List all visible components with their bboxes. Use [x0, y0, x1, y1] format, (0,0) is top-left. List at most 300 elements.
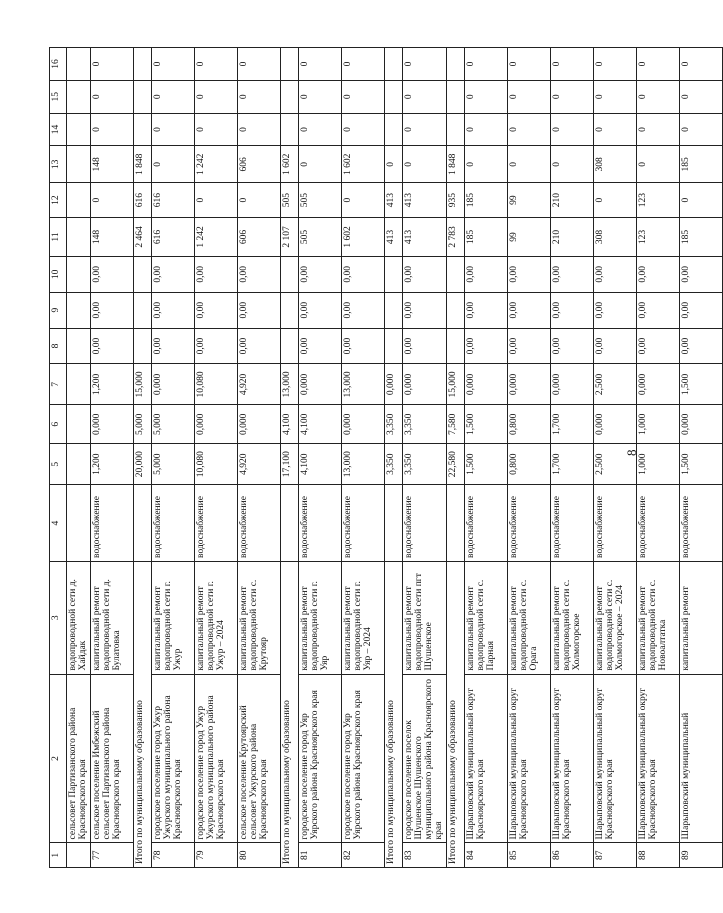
cell-v14: 0 — [237, 113, 280, 146]
cell-v16 — [446, 48, 464, 81]
cell-v14 — [446, 113, 464, 146]
cell-v12: 123 — [636, 183, 679, 218]
cell-v6: 0,000 — [237, 405, 280, 444]
table-row — [341, 48, 384, 868]
cell-v13: 308 — [593, 146, 636, 183]
cell-v8: 0,00 — [298, 328, 341, 364]
cell-v8: 0,00 — [341, 328, 384, 364]
cell-v15: 0 — [90, 80, 133, 113]
cell-v5: 20,000 — [133, 444, 151, 485]
cell-v5: 4,920 — [237, 444, 280, 485]
cell-kind: водоснабжение — [90, 485, 133, 562]
cell-v16: 0 — [151, 48, 194, 81]
cell-v12: 0 — [90, 183, 133, 218]
cell-v13: 0 — [507, 146, 550, 183]
cell-v5: 1,200 — [90, 444, 133, 485]
cell-work: капитальный ремонт водопроводной сети с. Холмогорское — [550, 561, 593, 674]
cell-v13: 0 — [464, 146, 507, 183]
cell-v16: 0 — [636, 48, 679, 81]
cell-v9: 0,00 — [194, 292, 237, 328]
cell-v7 — [67, 364, 91, 405]
cell-v8: 0,00 — [151, 328, 194, 364]
cell-kind: водоснабжение — [402, 485, 446, 562]
cell-v12: 0 — [341, 183, 384, 218]
cell-work: капитальный ремонт водопроводной сети с. Холмогорское – 2024 — [593, 561, 636, 674]
cell-v11: 123 — [636, 218, 679, 257]
cell-v16: 0 — [298, 48, 341, 81]
cell-v12 — [67, 183, 91, 218]
cell-kind: водоснабжение — [507, 485, 550, 562]
cell-v9: 0,00 — [593, 292, 636, 328]
cell-v16: 0 — [464, 48, 507, 81]
cell-v9: 0,00 — [298, 292, 341, 328]
cell-v7: 0,000 — [298, 364, 341, 405]
table-row — [464, 48, 507, 868]
cell-v15: 0 — [402, 80, 446, 113]
column-number-5: 5 — [50, 444, 67, 485]
cell-v9: 0,00 — [151, 292, 194, 328]
cell-v8 — [446, 328, 464, 364]
table-row — [90, 48, 133, 868]
cell-v13: 1 602 — [280, 146, 298, 183]
cell-v12: 0 — [194, 183, 237, 218]
table-row — [298, 48, 341, 868]
total-label: Итого по муниципальному образованию — [280, 561, 298, 867]
cell-v12: 0 — [237, 183, 280, 218]
cell-v9 — [280, 292, 298, 328]
cell-v16: 0 — [550, 48, 593, 81]
cell-v11: 413 — [402, 218, 446, 257]
cell-v9: 0,00 — [636, 292, 679, 328]
cell-work: капитальный ремонт водопроводной сети г. Уяр — [298, 561, 341, 674]
cell-v12: 505 — [280, 183, 298, 218]
cell-v6: 4,100 — [298, 405, 341, 444]
cell-kind — [384, 485, 402, 562]
cell-v16: 0 — [237, 48, 280, 81]
cell-v10: 0,00 — [90, 256, 133, 292]
cell-v6: 3,350 — [384, 405, 402, 444]
cell-name: Шарыповский муниципальный округ Красноярского края — [636, 674, 679, 843]
cell-v10: 0,00 — [194, 256, 237, 292]
cell-v16: 0 — [507, 48, 550, 81]
cell-v15: 0 — [464, 80, 507, 113]
cell-kind: водоснабжение — [341, 485, 384, 562]
cell-v6: 3,350 — [402, 405, 446, 444]
cell-v12: 616 — [133, 183, 151, 218]
cell-kind: водоснабжение — [151, 485, 194, 562]
cell-kind: водоснабжение — [679, 485, 722, 562]
cell-v6: 0,000 — [593, 405, 636, 444]
cell-v10: 0,00 — [636, 256, 679, 292]
cell-v14 — [67, 113, 91, 146]
cell-v15 — [446, 80, 464, 113]
cell-num: 84 — [464, 843, 507, 868]
cell-kind: водоснабжение — [464, 485, 507, 562]
cell-v15: 0 — [341, 80, 384, 113]
cell-v9: 0,00 — [507, 292, 550, 328]
total-row — [446, 48, 464, 868]
cell-kind: водоснабжение — [593, 485, 636, 562]
cell-v13: 0 — [550, 146, 593, 183]
cell-v15: 0 — [679, 80, 722, 113]
cell-v16: 0 — [593, 48, 636, 81]
cell-v11: 210 — [550, 218, 593, 257]
cell-name: городское поселение город Ужур Ужурского муниципального района Красноярского края — [194, 674, 237, 843]
cell-num: 83 — [402, 843, 446, 868]
cell-name: Шарыповский муниципальный округ Красноярского края — [464, 674, 507, 843]
cell-v8: 0,00 — [636, 328, 679, 364]
cell-num: 81 — [298, 843, 341, 868]
cell-v5: 1,500 — [464, 444, 507, 485]
cell-v5 — [67, 444, 91, 485]
cell-v11 — [67, 218, 91, 257]
cell-v8: 0,00 — [507, 328, 550, 364]
cell-name: городское поселение город Ужур Ужурского муниципального района Красноярского края — [151, 674, 194, 843]
cell-kind: водоснабжение — [550, 485, 593, 562]
cell-v15: 0 — [151, 80, 194, 113]
cell-v11: 308 — [593, 218, 636, 257]
cell-v7: 13,000 — [280, 364, 298, 405]
page-number: 8 — [624, 449, 639, 456]
cell-v16 — [133, 48, 151, 81]
cell-v12: 616 — [151, 183, 194, 218]
cell-v5: 17,100 — [280, 444, 298, 485]
cell-v8: 0,00 — [402, 328, 446, 364]
cell-num: 86 — [550, 843, 593, 868]
cell-name: городское поселение поселок Шушенское Шушенского муниципального района Красноярского края — [402, 674, 446, 843]
cell-v13: 606 — [237, 146, 280, 183]
cell-v10 — [133, 256, 151, 292]
cell-v10 — [384, 256, 402, 292]
cell-v7: 4,920 — [237, 364, 280, 405]
cell-v10: 0,00 — [464, 256, 507, 292]
cell-v6: 1,700 — [550, 405, 593, 444]
cell-v10 — [446, 256, 464, 292]
cell-v8: 0,00 — [593, 328, 636, 364]
cell-v14 — [133, 113, 151, 146]
column-number-8: 8 — [50, 328, 67, 364]
cell-v11: 99 — [507, 218, 550, 257]
cell-v14: 0 — [507, 113, 550, 146]
cell-v12: 935 — [446, 183, 464, 218]
column-number-13: 13 — [50, 146, 67, 183]
cell-v11: 1 602 — [341, 218, 384, 257]
register-table — [49, 47, 723, 868]
cell-v13: 0 — [636, 146, 679, 183]
cell-kind: водоснабжение — [298, 485, 341, 562]
cell-v7: 0,000 — [507, 364, 550, 405]
cell-num: 87 — [593, 843, 636, 868]
cell-num: 77 — [90, 843, 133, 868]
cell-v5: 3,350 — [402, 444, 446, 485]
cell-v14: 0 — [636, 113, 679, 146]
cell-v14: 0 — [151, 113, 194, 146]
cell-v11: 606 — [237, 218, 280, 257]
column-number-14: 14 — [50, 113, 67, 146]
cell-v16: 0 — [679, 48, 722, 81]
cell-num: 80 — [237, 843, 280, 868]
cell-v11: 2 783 — [446, 218, 464, 257]
cell-v12: 413 — [384, 183, 402, 218]
table-row — [402, 48, 446, 868]
cell-v15 — [133, 80, 151, 113]
cell-v11: 1 242 — [194, 218, 237, 257]
column-number-15: 15 — [50, 80, 67, 113]
cell-v9 — [446, 292, 464, 328]
cell-v9 — [67, 292, 91, 328]
cell-v15 — [384, 80, 402, 113]
cell-v9: 0,00 — [464, 292, 507, 328]
cell-v15: 0 — [194, 80, 237, 113]
cell-work: капитальный ремонт водопроводной сети с. Крутояр — [237, 561, 280, 674]
cell-num: 79 — [194, 843, 237, 868]
cell-v15: 0 — [550, 80, 593, 113]
cell-work: капитальный ремонт — [679, 561, 722, 674]
table-row — [679, 48, 722, 868]
cell-v7: 15,000 — [133, 364, 151, 405]
cell-v16 — [67, 48, 91, 81]
column-number-2: 2 — [50, 674, 67, 843]
cell-work: капитальный ремонт водопроводной сети г. Уяр – 2024 — [341, 561, 384, 674]
cell-v14: 0 — [550, 113, 593, 146]
cell-v13: 1 602 — [341, 146, 384, 183]
cell-name: Шарыповский муниципальный округ Красноярского края — [507, 674, 550, 843]
cell-v10: 0,00 — [679, 256, 722, 292]
column-number-1: 1 — [50, 843, 67, 868]
cell-v9: 0,00 — [90, 292, 133, 328]
column-number-6: 6 — [50, 405, 67, 444]
cell-v5: 4,100 — [298, 444, 341, 485]
cell-v14: 0 — [194, 113, 237, 146]
cell-v9 — [384, 292, 402, 328]
cell-v15: 0 — [237, 80, 280, 113]
cell-v6 — [67, 405, 91, 444]
cell-v16: 0 — [341, 48, 384, 81]
cell-name: сельское поселение Крутоярский сельсовет Ужурского района Красноярского края — [237, 674, 280, 843]
cell-name: сельское поселение Имбежский сельсовет Партизанского района Красноярского края — [90, 674, 133, 843]
column-number-11: 11 — [50, 218, 67, 257]
cell-v13: 0 — [384, 146, 402, 183]
cell-v16: 0 — [194, 48, 237, 81]
cell-v13: 1 242 — [194, 146, 237, 183]
cell-v13: 0 — [402, 146, 446, 183]
cell-v11: 185 — [679, 218, 722, 257]
cell-num: 82 — [341, 843, 384, 868]
cell-v6: 7,580 — [446, 405, 464, 444]
cell-v6: 0,000 — [341, 405, 384, 444]
table-row — [237, 48, 280, 868]
cell-v7: 0,000 — [550, 364, 593, 405]
cell-name: Шарыповский муниципальный округ Красноярского края — [550, 674, 593, 843]
cell-v15 — [67, 80, 91, 113]
rotated-table-container — [49, 47, 691, 868]
cell-v8 — [384, 328, 402, 364]
cell-kind — [67, 485, 91, 562]
cell-v15: 0 — [298, 80, 341, 113]
cell-v10: 0,00 — [507, 256, 550, 292]
cell-v7: 2,500 — [593, 364, 636, 405]
cell-work: капитальный ремонт водопроводной сети с. Парная — [464, 561, 507, 674]
column-number-9: 9 — [50, 292, 67, 328]
cell-v7: 1,200 — [90, 364, 133, 405]
cell-v11: 148 — [90, 218, 133, 257]
cell-v7: 0,000 — [636, 364, 679, 405]
column-number-7: 7 — [50, 364, 67, 405]
cell-work: капитальный ремонт водопроводной сети г. Ужур – 2024 — [194, 561, 237, 674]
cell-v8: 0,00 — [237, 328, 280, 364]
total-label: Итого по муниципальному образованию — [384, 561, 402, 867]
table-row — [550, 48, 593, 868]
column-number-3: 3 — [50, 561, 67, 674]
total-row — [280, 48, 298, 868]
cell-v10 — [67, 256, 91, 292]
cell-v5: 5,000 — [151, 444, 194, 485]
cell-v11: 2 107 — [280, 218, 298, 257]
cell-work: капитальный ремонт водопроводной сети с. Новоалтатка — [636, 561, 679, 674]
cell-v5: 0,800 — [507, 444, 550, 485]
cell-kind — [280, 485, 298, 562]
cell-v16 — [384, 48, 402, 81]
column-number-10: 10 — [50, 256, 67, 292]
cell-v14: 0 — [593, 113, 636, 146]
cell-kind: водоснабжение — [194, 485, 237, 562]
cell-v8: 0,00 — [464, 328, 507, 364]
cell-v14 — [384, 113, 402, 146]
cell-v7: 15,000 — [446, 364, 464, 405]
cell-v14 — [280, 113, 298, 146]
cell-v9: 0,00 — [550, 292, 593, 328]
cell-v8 — [280, 328, 298, 364]
cell-v11: 185 — [464, 218, 507, 257]
cell-num: 88 — [636, 843, 679, 868]
cell-kind: водоснабжение — [636, 485, 679, 562]
cell-v8 — [67, 328, 91, 364]
cell-v13: 0 — [151, 146, 194, 183]
table-row — [67, 48, 91, 868]
cell-name: Шарыповский муниципальный — [679, 674, 722, 843]
cell-v7: 0,000 — [384, 364, 402, 405]
table-row — [636, 48, 679, 868]
table-row — [593, 48, 636, 868]
cell-v10: 0,00 — [237, 256, 280, 292]
cell-work: капитальный ремонт водопроводной сети д. Булатовка — [90, 561, 133, 674]
cell-num: 85 — [507, 843, 550, 868]
cell-num — [67, 843, 91, 868]
cell-num: 78 — [151, 843, 194, 868]
cell-v6: 4,100 — [280, 405, 298, 444]
cell-v12: 0 — [679, 183, 722, 218]
cell-name: сельсовет Партизанского района Красноярского края — [67, 674, 91, 843]
cell-v12: 413 — [402, 183, 446, 218]
cell-v13: 1 848 — [133, 146, 151, 183]
table-row — [507, 48, 550, 868]
cell-v13: 148 — [90, 146, 133, 183]
cell-v16: 0 — [90, 48, 133, 81]
cell-v9: 0,00 — [237, 292, 280, 328]
cell-v6: 0,000 — [679, 405, 722, 444]
column-number-row — [50, 48, 67, 868]
cell-work: капитальный ремонт водопроводной сети пгт Шушенское — [402, 561, 446, 674]
cell-v5: 10,080 — [194, 444, 237, 485]
table-row — [194, 48, 237, 868]
cell-v6: 5,000 — [133, 405, 151, 444]
cell-v14: 0 — [298, 113, 341, 146]
cell-v14: 0 — [402, 113, 446, 146]
cell-v12: 99 — [507, 183, 550, 218]
total-label: Итого по муниципальному образованию — [446, 561, 464, 867]
cell-v10: 0,00 — [151, 256, 194, 292]
cell-work: водопроводной сети д. Хайдак — [67, 561, 91, 674]
cell-v15: 0 — [593, 80, 636, 113]
cell-v15: 0 — [507, 80, 550, 113]
cell-name: городское поселение город Уяр Уярского района Красноярского края — [298, 674, 341, 843]
cell-kind — [446, 485, 464, 562]
total-label: Итого по муниципальному образованию — [133, 561, 151, 867]
cell-v5: 3,350 — [384, 444, 402, 485]
cell-v13: 0 — [298, 146, 341, 183]
cell-v8: 0,00 — [90, 328, 133, 364]
table-row — [151, 48, 194, 868]
cell-v10 — [280, 256, 298, 292]
cell-v16: 0 — [402, 48, 446, 81]
cell-name: городское поселение город Уяр Уярского района Красноярского края — [341, 674, 384, 843]
cell-v6: 1,000 — [636, 405, 679, 444]
cell-v7: 0,000 — [464, 364, 507, 405]
cell-v10: 0,00 — [341, 256, 384, 292]
cell-v12: 185 — [464, 183, 507, 218]
cell-v13: 185 — [679, 146, 722, 183]
cell-v12: 0 — [593, 183, 636, 218]
cell-v12: 505 — [298, 183, 341, 218]
cell-v15: 0 — [636, 80, 679, 113]
cell-v11: 2 464 — [133, 218, 151, 257]
cell-v12: 210 — [550, 183, 593, 218]
cell-v10: 0,00 — [402, 256, 446, 292]
total-row — [384, 48, 402, 868]
cell-v11: 616 — [151, 218, 194, 257]
cell-v10: 0,00 — [550, 256, 593, 292]
table-body — [67, 48, 723, 868]
cell-v7: 1,500 — [679, 364, 722, 405]
cell-work: капитальный ремонт водопроводной сети с. Орага — [507, 561, 550, 674]
cell-v6: 0,000 — [90, 405, 133, 444]
column-number-12: 12 — [50, 183, 67, 218]
cell-v14: 0 — [464, 113, 507, 146]
cell-kind — [133, 485, 151, 562]
cell-v9: 0,00 — [679, 292, 722, 328]
cell-v7: 0,000 — [402, 364, 446, 405]
cell-v11: 505 — [298, 218, 341, 257]
cell-v8: 0,00 — [679, 328, 722, 364]
cell-v8: 0,00 — [550, 328, 593, 364]
cell-v10: 0,00 — [298, 256, 341, 292]
cell-v13: 1 848 — [446, 146, 464, 183]
cell-v5: 1,000 — [636, 444, 679, 485]
cell-v14: 0 — [90, 113, 133, 146]
cell-v6: 1,500 — [464, 405, 507, 444]
cell-kind: водоснабжение — [237, 485, 280, 562]
cell-v14: 0 — [341, 113, 384, 146]
cell-v9: 0,00 — [341, 292, 384, 328]
cell-v16 — [280, 48, 298, 81]
cell-work: капитальный ремонт водопроводной сети г. Ужур — [151, 561, 194, 674]
cell-v10: 0,00 — [593, 256, 636, 292]
cell-name: Шарыповский муниципальный округ Красноярского края — [593, 674, 636, 843]
cell-v7: 10,080 — [194, 364, 237, 405]
cell-v7: 13,000 — [341, 364, 384, 405]
cell-v6: 5,000 — [151, 405, 194, 444]
cell-v6: 0,800 — [507, 405, 550, 444]
